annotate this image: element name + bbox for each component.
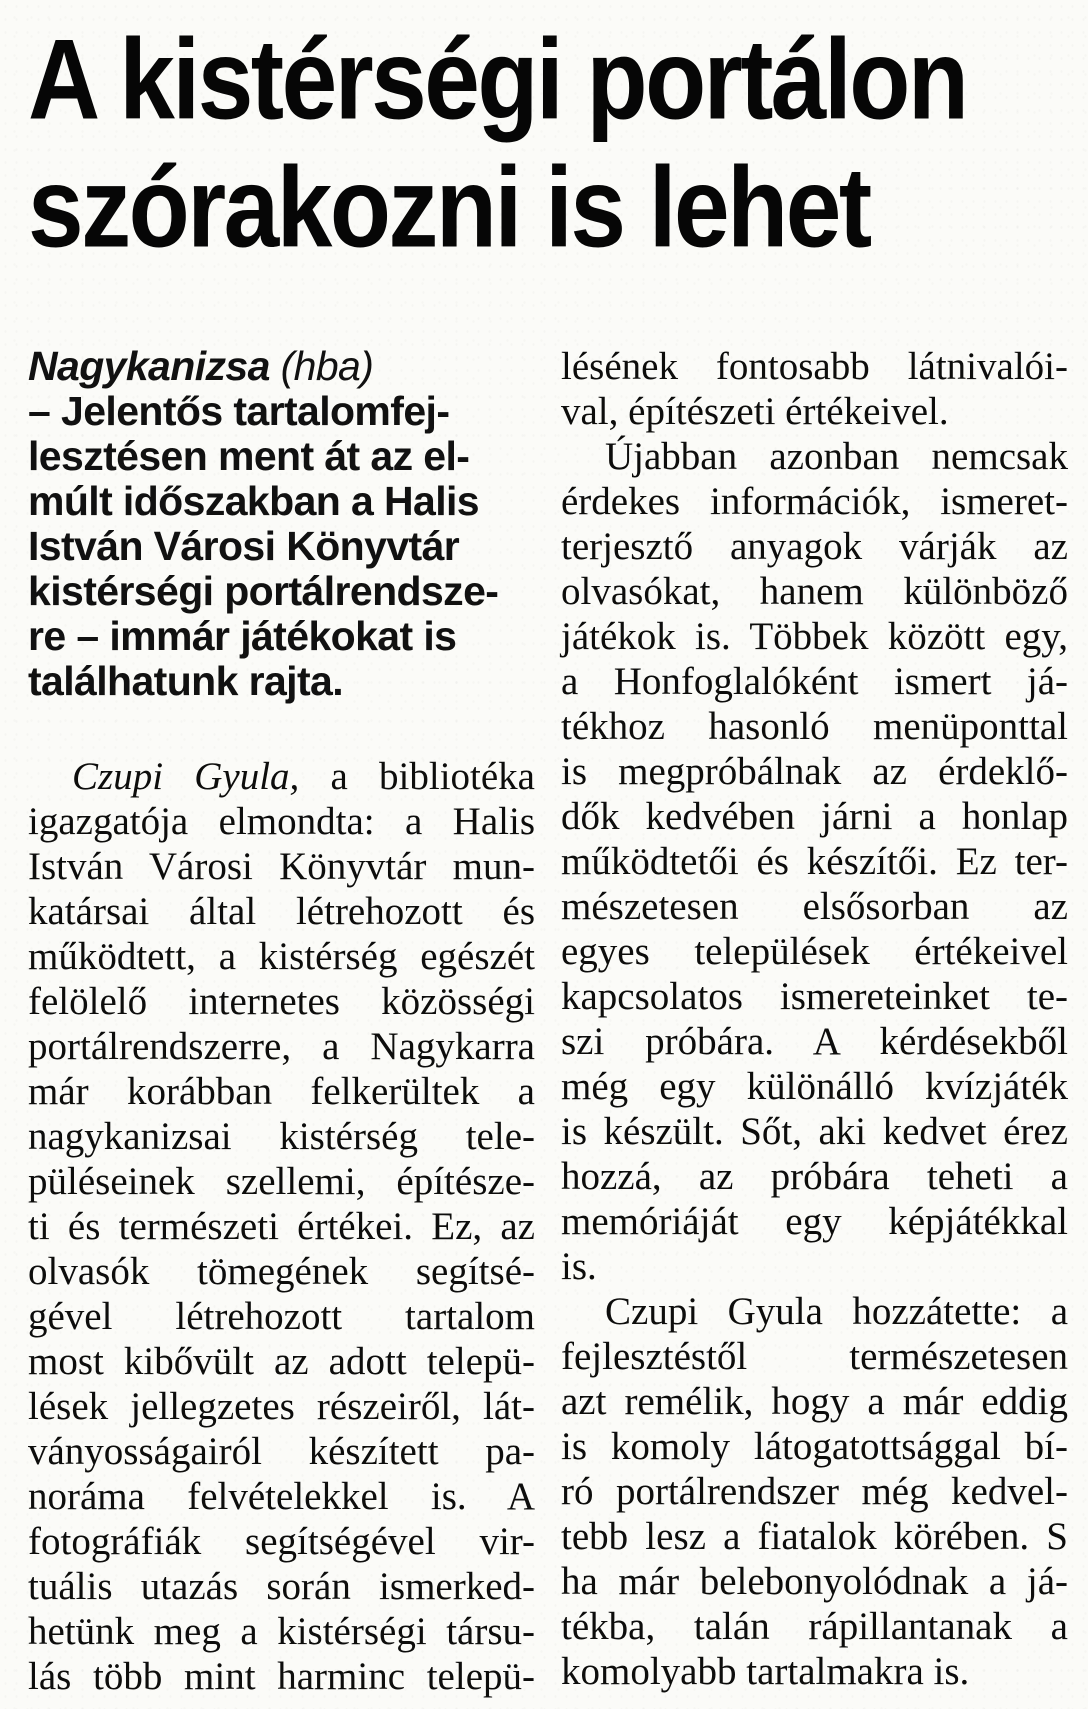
text-line: fejlesztéstől természetesen <box>561 1335 1068 1378</box>
text-line: ványosságairól készített pa- <box>28 1430 535 1473</box>
text-line: re – immár játékokat is <box>28 613 457 659</box>
dateline: Nagykanizsa <box>28 343 270 389</box>
text-line: nagykanizsai kistérség tele- <box>28 1115 535 1158</box>
body-column-right <box>561 344 1068 1694</box>
dateline-line <box>28 344 535 389</box>
text-line: múlt időszakban a Halis <box>28 478 479 524</box>
lead-paragraph <box>28 344 535 704</box>
body-column-left <box>28 754 535 1699</box>
text-line: ró portálrendszer még kedvel- <box>561 1470 1068 1513</box>
text-line: lések jellegzetes részeiről, lát- <box>28 1385 535 1428</box>
text-line: is készült. Sőt, aki kedvet érez <box>561 1110 1068 1153</box>
text-line: olvasókat, hanem különböző <box>561 570 1068 613</box>
text-line: ti és természeti értékei. Ez, az <box>28 1205 535 1248</box>
headline-line-2: szórakozni is lehet <box>28 143 870 272</box>
text-line: lesztésen ment át az el- <box>28 433 470 479</box>
text-line: a Honfoglalóként ismert já- <box>561 660 1068 703</box>
column-right <box>561 344 1068 1694</box>
text-line: noráma felvételekkel is. A <box>28 1475 535 1518</box>
text-line: tékba, talán rápillantanak a <box>561 1605 1068 1648</box>
text-line: olvasók tömegének segítsé- <box>28 1250 535 1293</box>
text-line: szi próbára. A kérdésekből <box>561 1020 1068 1063</box>
text-line: fotográfiák segítségével vir- <box>28 1520 535 1563</box>
headline-line-1: A kistérségi portálon <box>28 16 967 144</box>
text-line: tékhoz hasonló menüponttal <box>561 705 1068 748</box>
text-line: működtetői és készítői. Ez ter- <box>561 840 1068 883</box>
text-line: kapcsolatos ismereteinket te- <box>561 975 1068 1018</box>
text-line: lésének fontosabb látnivalói- <box>561 345 1068 388</box>
text-line: terjesztő anyagok várják az <box>561 525 1068 568</box>
text-line: gével létrehozott tartalom <box>28 1295 535 1338</box>
column-left <box>28 344 535 1699</box>
text-line: működtett, a kistérség egészét <box>28 935 535 978</box>
text-line: memóriáját egy képjátékkal <box>561 1200 1068 1243</box>
article-body <box>28 344 1068 1699</box>
text-line: portálrendszerre, a Nagykarra <box>28 1025 535 1068</box>
text-line: mészetesen elsősorban az <box>561 885 1068 928</box>
text-line: még egy különálló kvízjáték <box>561 1065 1068 1108</box>
text-line: is megpróbálnak az érdeklő- <box>561 750 1068 793</box>
text-line: igazgatója elmondta: a Halis <box>28 800 535 843</box>
text-line: hozzá, az próbára teheti a <box>561 1155 1068 1198</box>
text-line: katársai által létrehozott és <box>28 890 535 933</box>
text-line: dők kedvében járni a honlap <box>561 795 1068 838</box>
text-line: már korábban felkerültek a <box>28 1070 535 1113</box>
text-line: püléseinek szellemi, építésze- <box>28 1160 535 1203</box>
text-line: hetünk meg a kistérségi társu- <box>28 1610 535 1653</box>
text-line: is. <box>561 1245 597 1288</box>
text-line: ha már belebonyolódnak a já- <box>561 1560 1068 1603</box>
text-line: tuális utazás során ismerked- <box>28 1565 535 1608</box>
article-headline <box>28 16 1068 271</box>
text-line: – Jelentős tartalomfej- <box>28 388 450 434</box>
text-line: Újabban azonban nemcsak <box>605 435 1068 478</box>
text-line: felölelő internetes közösségi <box>28 980 535 1023</box>
text-line: találhatunk rajta. <box>28 658 344 704</box>
text-line: tebb lesz a fiatalok körében. S <box>561 1515 1068 1558</box>
text-line: játékok is. Többek között egy, <box>561 615 1068 658</box>
text-line: érdekes információk, ismeret- <box>561 480 1068 523</box>
text-line: komolyabb tartalmakra is. <box>561 1650 970 1693</box>
text-line: István Városi Könyvtár mun- <box>28 845 535 888</box>
agency-credit: (hba) <box>269 343 374 389</box>
text-line: is komoly látogatottsággal bí- <box>561 1425 1068 1468</box>
lead-lines <box>28 389 535 704</box>
text-line: kistérségi portálrendsze- <box>28 568 499 614</box>
text-line: Czupi Gyula hozzátette: a <box>605 1290 1068 1333</box>
text-line: most kibővült az adott telepü- <box>28 1340 535 1383</box>
text-line: Czupi Gyula, a bibliotéka <box>72 755 535 798</box>
text-line: val, építészeti értékeivel. <box>561 390 949 433</box>
text-line: lás több mint harminc telepü- <box>28 1655 535 1698</box>
text-line: István Városi Könyvtár <box>28 523 460 569</box>
text-line: azt remélik, hogy a már eddig <box>561 1380 1068 1423</box>
text-line: egyes települések értékeivel <box>561 930 1068 973</box>
